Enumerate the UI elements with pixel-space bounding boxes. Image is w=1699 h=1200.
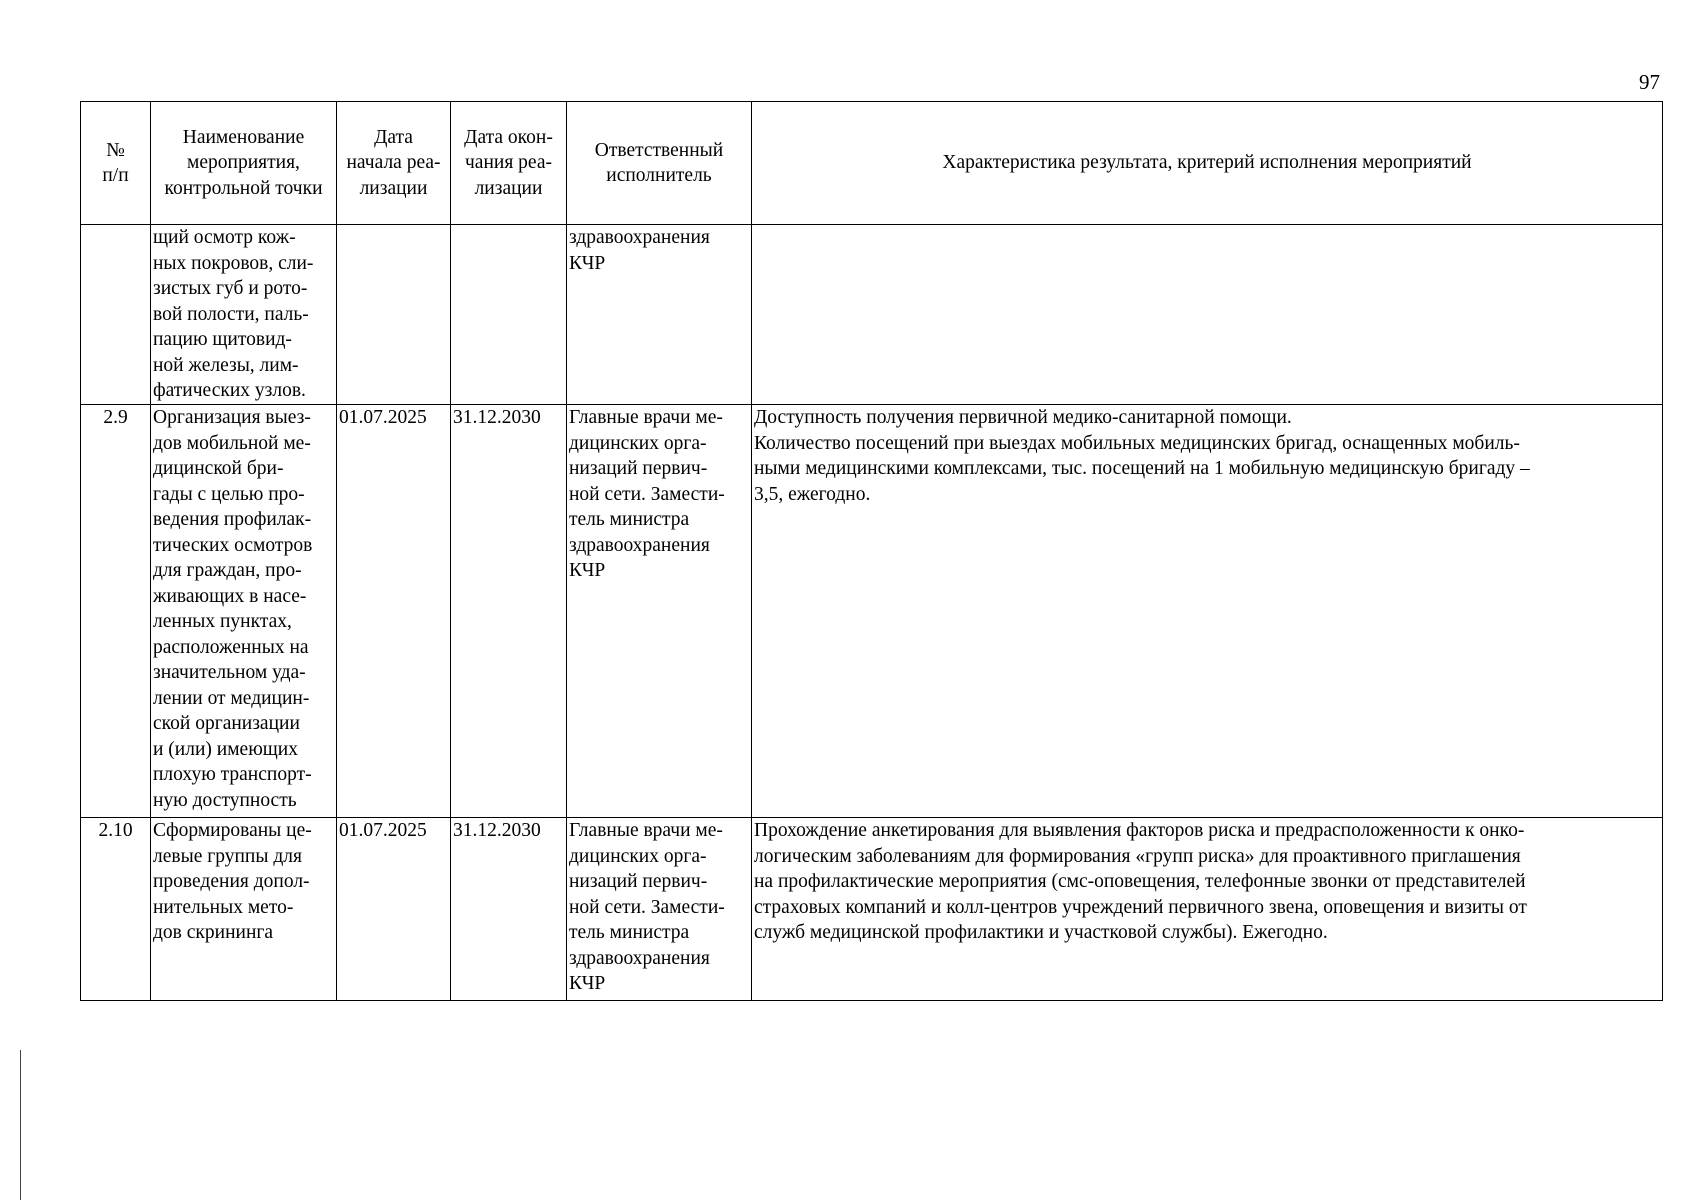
text-line: логическим заболеваниям для формирования «групп риска» для проактивного приглашения bbox=[754, 845, 1521, 867]
text-line: плохую транспорт- bbox=[153, 764, 312, 785]
text-line: ных покровов, сли- bbox=[153, 252, 314, 274]
table-row bbox=[81, 225, 1663, 405]
table-row bbox=[81, 405, 1663, 818]
text-line: ной сети. Замести- bbox=[569, 483, 725, 505]
activities-table bbox=[80, 101, 1663, 1001]
text-line: КЧР bbox=[569, 973, 606, 994]
text-line: тических осмотров bbox=[153, 534, 313, 556]
text-line: Главные врачи ме- bbox=[569, 407, 723, 428]
text-line: левые группы для bbox=[153, 845, 302, 867]
text-line: фатических узлов. bbox=[153, 380, 306, 401]
text-line: дицинской бри- bbox=[153, 458, 284, 479]
text-line: Характеристика результата, критерий исполнения мероприятий bbox=[942, 152, 1472, 174]
text-line: дицинских орга- bbox=[569, 432, 707, 454]
row-result bbox=[752, 405, 1663, 818]
text-line: Сформированы це- bbox=[153, 820, 312, 841]
row-num: 2.9 bbox=[81, 405, 151, 818]
text-line: Наименование bbox=[182, 126, 305, 148]
row-result bbox=[752, 818, 1663, 1001]
text-line: служб медицинской профилактики и участковой службы). Ежегодно. bbox=[754, 922, 1328, 943]
text-line: расположенных на bbox=[153, 636, 309, 658]
text-line: и (или) имеющих bbox=[153, 738, 298, 760]
text-line: ленных пунктах, bbox=[153, 611, 292, 632]
row-start-date: 01.07.2025 bbox=[337, 405, 451, 818]
row-name bbox=[151, 225, 337, 405]
text-line: Ответственный bbox=[594, 139, 724, 161]
text-line: зистых губ и рото- bbox=[153, 278, 308, 299]
text-line: начала реа- bbox=[346, 152, 441, 174]
text-line: Дата окон- bbox=[464, 126, 553, 148]
text-line: лении от медицин- bbox=[153, 687, 310, 709]
text-line: нительных мето- bbox=[153, 896, 294, 918]
text-line: тель министра bbox=[569, 509, 690, 530]
header-num bbox=[81, 102, 151, 225]
text-line: Дата bbox=[374, 126, 413, 148]
header-start-date bbox=[337, 102, 451, 225]
text-line: лизации bbox=[359, 177, 428, 199]
text-line: Главные врачи ме- bbox=[569, 820, 723, 841]
text-line: на профилактические мероприятия (смс-оповещения, телефонные звонки от представителей bbox=[754, 871, 1526, 892]
text-line: исполнитель bbox=[606, 165, 712, 186]
page-number: 97 bbox=[1639, 70, 1660, 94]
text-line: контрольной точки bbox=[164, 177, 323, 199]
row-responsible bbox=[567, 405, 752, 818]
row-start-date: 01.07.2025 bbox=[337, 818, 451, 1001]
text-line: пацию щитовид- bbox=[153, 329, 292, 350]
text-line: дов скрининга bbox=[153, 922, 274, 943]
text-line: ными медицинскими комплексами, тыс. посещений на 1 мобильную медицинскую бригаду – bbox=[754, 458, 1530, 479]
text-line: страховых компаний и колл-центров учреждений первичного звена, оповещения и визиты от bbox=[754, 896, 1527, 918]
header-end-date bbox=[451, 102, 567, 225]
row-name bbox=[151, 818, 337, 1001]
header-result bbox=[752, 102, 1663, 225]
text-line: ной железы, лим- bbox=[153, 354, 299, 376]
text-line: мероприятия, bbox=[187, 152, 300, 174]
table-header-row bbox=[81, 102, 1663, 225]
text-line: низаций первич- bbox=[569, 458, 708, 479]
margin-rule bbox=[20, 1050, 21, 1200]
text-line: щий осмотр кож- bbox=[153, 227, 296, 248]
text-line: гады с целью про- bbox=[153, 483, 305, 505]
text-line: ной сети. Замести- bbox=[569, 896, 725, 918]
text-line: чания реа- bbox=[465, 152, 552, 174]
text-line: тель министра bbox=[569, 922, 690, 943]
row-name bbox=[151, 405, 337, 818]
text-line: дицинских орга- bbox=[569, 845, 707, 867]
text-line: лизации bbox=[474, 177, 543, 199]
text-line: здравоохранения bbox=[569, 534, 710, 556]
row-start-date bbox=[337, 225, 451, 405]
text-line: Доступность получения первичной медико-санитарной помощи. bbox=[754, 407, 1292, 428]
text-line: здравоохранения bbox=[569, 227, 710, 248]
row-num bbox=[81, 225, 151, 405]
text-line: ную доступность bbox=[153, 789, 297, 811]
text-line: КЧР bbox=[569, 560, 606, 581]
text-line: ской организации bbox=[153, 713, 300, 734]
text-line: низаций первич- bbox=[569, 871, 708, 892]
row-responsible bbox=[567, 818, 752, 1001]
text-line: Прохождение анкетирования для выявления факторов риска и предрасположенности к онко- bbox=[754, 820, 1525, 841]
text-line: дов мобильной ме- bbox=[153, 432, 311, 454]
text-line: вой полости, паль- bbox=[153, 303, 309, 325]
row-end-date: 31.12.2030 bbox=[451, 818, 567, 1001]
header-responsible bbox=[567, 102, 752, 225]
text-line: № bbox=[106, 139, 125, 161]
text-line: КЧР bbox=[569, 252, 606, 274]
text-line: ведения профилак- bbox=[153, 509, 312, 530]
row-num: 2.10 bbox=[81, 818, 151, 1001]
text-line: Организация выез- bbox=[153, 407, 311, 428]
table-row bbox=[81, 818, 1663, 1001]
header-name bbox=[151, 102, 337, 225]
row-end-date bbox=[451, 225, 567, 405]
text-line: здравоохранения bbox=[569, 947, 710, 969]
text-line: живающих в насе- bbox=[153, 585, 307, 607]
row-responsible bbox=[567, 225, 752, 405]
row-result bbox=[752, 225, 1663, 405]
text-line: проведения допол- bbox=[153, 871, 310, 892]
text-line: п/п bbox=[102, 165, 129, 186]
text-line: для граждан, про- bbox=[153, 560, 302, 581]
text-line: 3,5, ежегодно. bbox=[754, 483, 871, 505]
row-end-date: 31.12.2030 bbox=[451, 405, 567, 818]
text-line: Количество посещений при выездах мобильных медицинских бригад, оснащенных мобиль- bbox=[754, 432, 1520, 454]
text-line: значительном уда- bbox=[153, 662, 306, 683]
